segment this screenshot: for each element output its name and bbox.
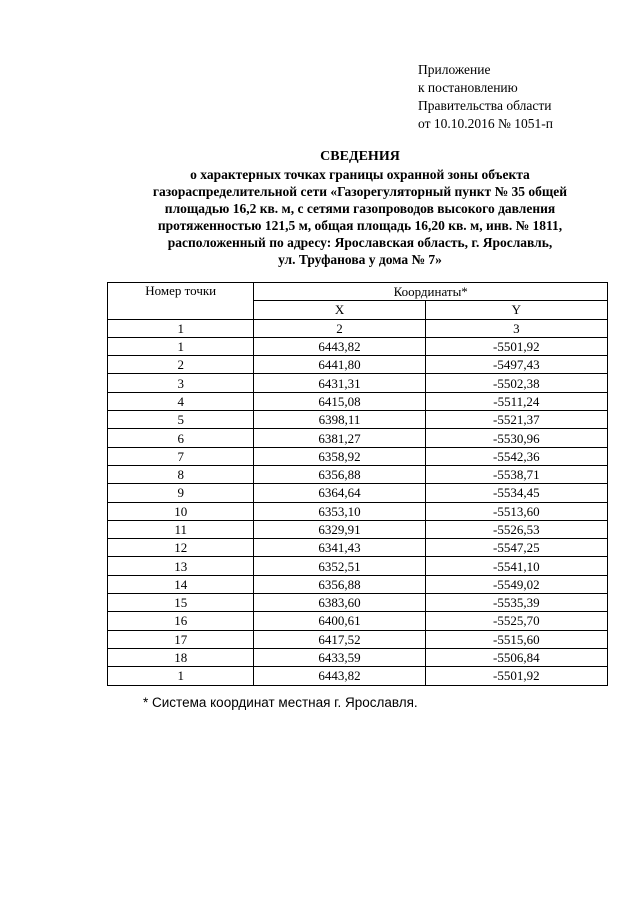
table-row [108, 429, 608, 447]
x-coordinate-cell: 6341,43 [254, 539, 425, 557]
point-number-cell: 15 [108, 594, 254, 612]
table-row [108, 557, 608, 575]
y-coordinate-cell: -5547,25 [425, 539, 607, 557]
x-coordinate-cell: 6353,10 [254, 502, 425, 520]
table-row [108, 411, 608, 429]
point-number-cell: 4 [108, 392, 254, 410]
table-row [108, 594, 608, 612]
appendix-line: к постановлению [418, 80, 518, 95]
x-coordinate-cell: 6381,27 [254, 429, 425, 447]
point-number-cell: 1 [108, 667, 254, 685]
y-coordinate-cell: -5525,70 [425, 612, 607, 630]
point-number-cell: 2 [108, 356, 254, 374]
point-number-cell: 17 [108, 630, 254, 648]
title-line: расположенный по адресу: Ярославская область, г. Ярославль, [167, 235, 553, 250]
y-coordinate-cell: -5497,43 [425, 356, 607, 374]
y-coordinate-cell: -5535,39 [425, 594, 607, 612]
y-coordinate-cell: -5526,53 [425, 520, 607, 538]
y-coordinate-cell: -5538,71 [425, 465, 607, 483]
y-coordinate-cell: -5541,10 [425, 557, 607, 575]
point-number-cell: 9 [108, 484, 254, 502]
table-row [108, 502, 608, 520]
y-coordinate-cell: -5513,60 [425, 502, 607, 520]
header-y: Y [425, 301, 607, 319]
index-cell: 3 [425, 319, 607, 337]
table-body [108, 337, 608, 685]
title-line: площадью 16,2 кв. м, с сетями газопроводов высокого давления [164, 201, 556, 216]
table-row [108, 630, 608, 648]
x-coordinate-cell: 6415,08 [254, 392, 425, 410]
table-index-row [108, 319, 608, 337]
y-coordinate-cell: -5501,92 [425, 667, 607, 685]
table-row [108, 465, 608, 483]
table-row [108, 648, 608, 666]
table-row [108, 356, 608, 374]
appendix-line: Приложение [418, 62, 491, 77]
point-number-cell: 1 [108, 337, 254, 355]
y-coordinate-cell: -5534,45 [425, 484, 607, 502]
y-coordinate-cell: -5521,37 [425, 411, 607, 429]
table-row [108, 539, 608, 557]
point-number-cell: 13 [108, 557, 254, 575]
appendix-block [418, 61, 553, 133]
appendix-line: Правительства области [418, 98, 552, 113]
table-row [108, 447, 608, 465]
document-title [100, 148, 620, 268]
x-coordinate-cell: 6417,52 [254, 630, 425, 648]
y-coordinate-cell: -5515,60 [425, 630, 607, 648]
point-number-cell: 11 [108, 520, 254, 538]
table-header-row [108, 283, 608, 301]
x-coordinate-cell: 6329,91 [254, 520, 425, 538]
point-number-cell: 6 [108, 429, 254, 447]
table-row [108, 667, 608, 685]
point-number-cell: 5 [108, 411, 254, 429]
footnote: * Система координат местная г. Ярославля. [143, 695, 418, 710]
header-point-number: Номер точки [108, 283, 254, 320]
point-number-cell: 16 [108, 612, 254, 630]
title-line: газораспределительной сети «Газорегуляторный пункт № 35 общей [152, 184, 568, 199]
appendix-line: от 10.10.2016 № 1051-п [418, 116, 553, 131]
x-coordinate-cell: 6443,82 [254, 667, 425, 685]
table-row [108, 337, 608, 355]
x-coordinate-cell: 6356,88 [254, 575, 425, 593]
x-coordinate-cell: 6441,80 [254, 356, 425, 374]
point-number-cell: 3 [108, 374, 254, 392]
point-number-cell: 10 [108, 502, 254, 520]
title-heading: СВЕДЕНИЯ [320, 149, 400, 164]
y-coordinate-cell: -5549,02 [425, 575, 607, 593]
table-row [108, 520, 608, 538]
point-number-cell: 14 [108, 575, 254, 593]
header-coordinates: Координаты* [254, 283, 608, 301]
table-row [108, 374, 608, 392]
x-coordinate-cell: 6352,51 [254, 557, 425, 575]
x-coordinate-cell: 6398,11 [254, 411, 425, 429]
table-row [108, 392, 608, 410]
y-coordinate-cell: -5506,84 [425, 648, 607, 666]
x-coordinate-cell: 6364,64 [254, 484, 425, 502]
y-coordinate-cell: -5501,92 [425, 337, 607, 355]
x-coordinate-cell: 6431,31 [254, 374, 425, 392]
x-coordinate-cell: 6433,59 [254, 648, 425, 666]
table-row [108, 612, 608, 630]
index-cell: 1 [108, 319, 254, 337]
coordinates-table [107, 282, 608, 686]
point-number-cell: 18 [108, 648, 254, 666]
point-number-cell: 8 [108, 465, 254, 483]
header-x: X [254, 301, 425, 319]
title-line: протяженностью 121,5 м, общая площадь 16,20 кв. м, инв. № 1811, [157, 218, 563, 233]
point-number-cell: 7 [108, 447, 254, 465]
x-coordinate-cell: 6356,88 [254, 465, 425, 483]
x-coordinate-cell: 6383,60 [254, 594, 425, 612]
y-coordinate-cell: -5511,24 [425, 392, 607, 410]
title-line: о характерных точках границы охранной зоны объекта [190, 167, 530, 182]
index-cell: 2 [254, 319, 425, 337]
table-row [108, 484, 608, 502]
y-coordinate-cell: -5502,38 [425, 374, 607, 392]
table-row [108, 575, 608, 593]
x-coordinate-cell: 6358,92 [254, 447, 425, 465]
x-coordinate-cell: 6400,61 [254, 612, 425, 630]
title-line: ул. Труфанова у дома № 7» [278, 252, 442, 267]
point-number-cell: 12 [108, 539, 254, 557]
x-coordinate-cell: 6443,82 [254, 337, 425, 355]
y-coordinate-cell: -5542,36 [425, 447, 607, 465]
y-coordinate-cell: -5530,96 [425, 429, 607, 447]
